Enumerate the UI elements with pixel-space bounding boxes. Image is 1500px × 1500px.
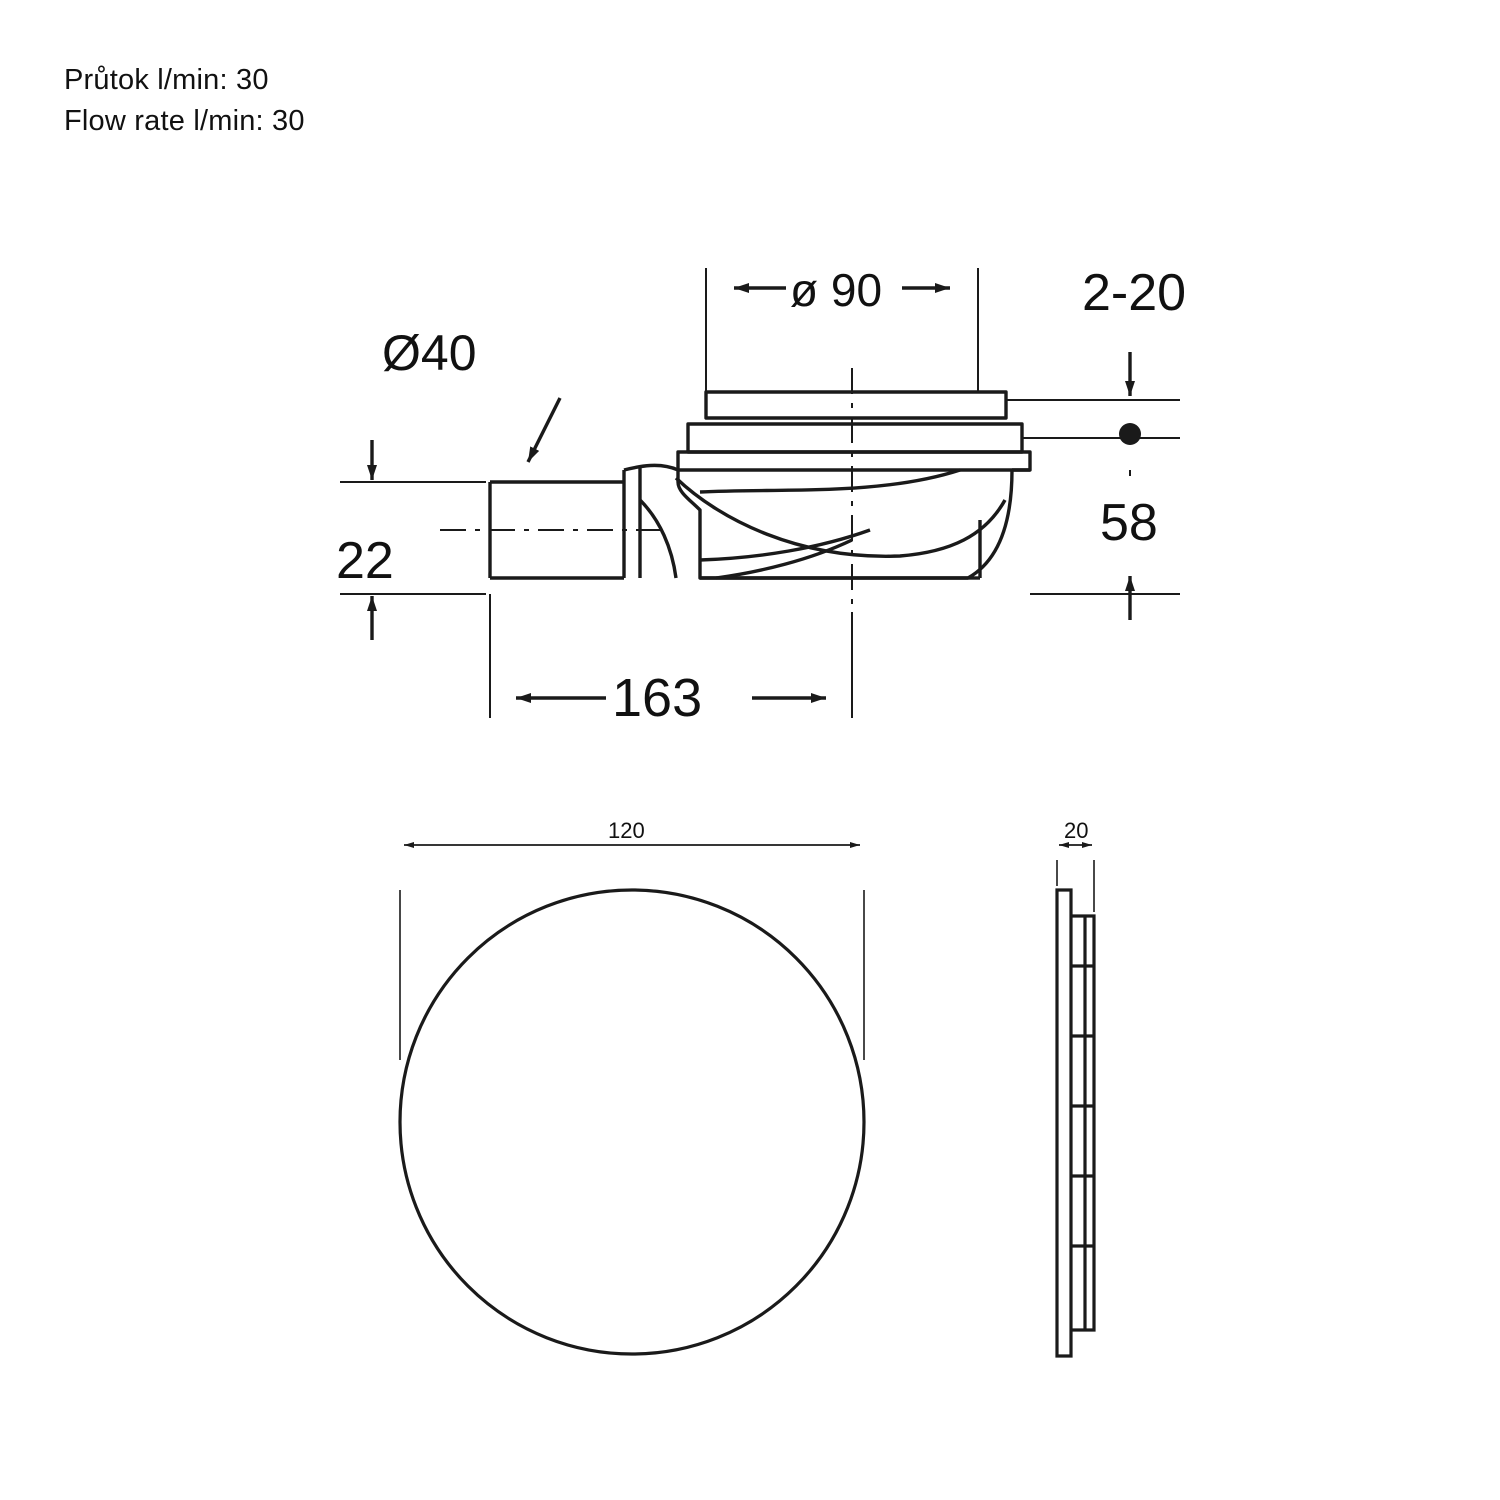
dim-overall-height-label: 58 (1100, 494, 1158, 552)
side-view-geometry (490, 392, 1030, 578)
dim-seal-thickness (1006, 264, 1186, 445)
dim-flange-diameter-label: ø 90 (790, 264, 883, 316)
flow-rate-note-en: Flow rate l/min: 30 (64, 105, 305, 138)
dim-cover-diameter-label: 120 (608, 818, 645, 843)
flow-rate-note-cs: Průtok l/min: 30 (64, 64, 269, 96)
dim-outlet-height-label: 22 (336, 532, 394, 590)
dim-outlet-diameter (382, 325, 560, 462)
dim-overall-length (490, 594, 852, 728)
dim-outlet-diameter-label: Ø40 (382, 325, 477, 381)
dim-seal-thickness-label: 2-20 (1082, 264, 1187, 322)
dim-flange-diameter (706, 262, 978, 392)
dim-cover-thickness (1057, 814, 1104, 912)
cover-side-geometry (1057, 890, 1094, 1356)
dim-outlet-height (336, 440, 486, 640)
dim-cover-thickness-label: 20 (1064, 818, 1089, 843)
dim-overall-length-label: 163 (612, 668, 703, 728)
cover-front-geometry (400, 890, 864, 1354)
dim-overall-height (1030, 470, 1180, 620)
dim-cover-diameter (400, 814, 864, 1060)
